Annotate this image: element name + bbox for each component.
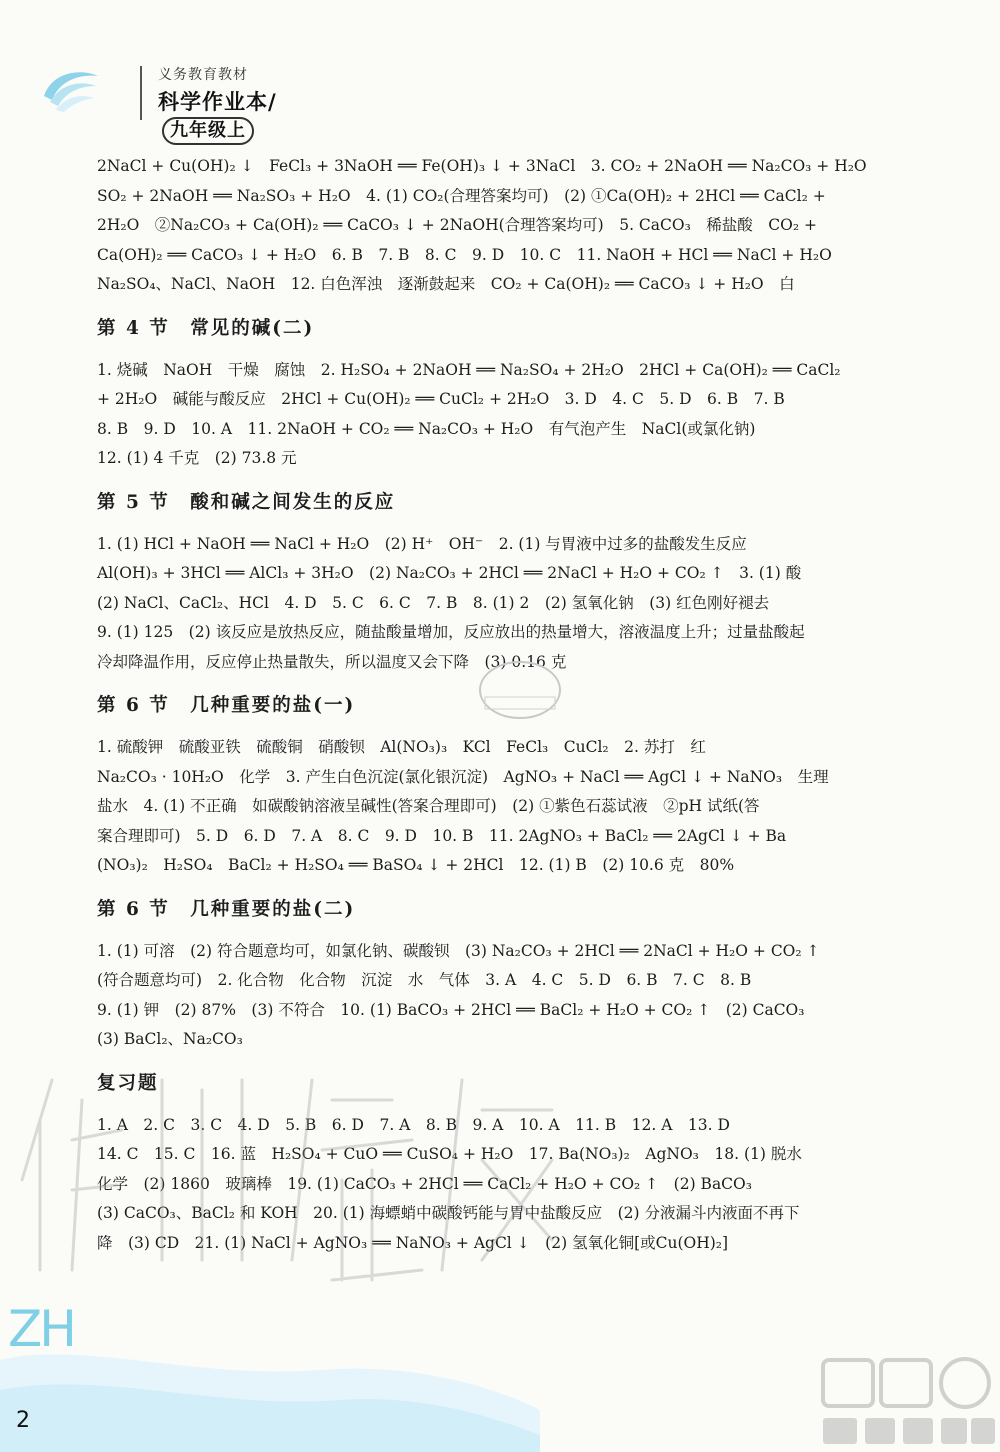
answer-line: Al(OH)₃ + 3HCl ══ AlCl₃ + 3H₂O (2) Na₂CO₃ + 2HCl ══ 2NaCl + H₂O + CO₂ ↑ 3. (1) 酸 [97,564,802,582]
section-4-answers [97,356,901,474]
answer-line: 8. B 9. D 10. A 11. 2NaOH + CO₂ ══ Na₂CO₃ + H₂O 有气泡产生 NaCl(或氯化钠) [97,419,756,438]
grade-badge: 九年级上 [162,117,254,145]
decorative-wave-icon [0,1340,540,1452]
answer-line: 1. A 2. C 3. C 4. D 5. B 6. D 7. A 8. B 9. A 10. A 11. B 12. A 13. D [97,1115,730,1134]
answer-line: 12. (1) 4 千克 (2) 73.8 元 [97,449,297,467]
answer-line: 2H₂O ②Na₂CO₃ + Ca(OH)₂ ══ CaCO₃ ↓ + 2NaOH(合理答案均可) 5. CaCO₃ 稀盐酸 CO₂ + [97,216,818,234]
answer-line: (3) CaCO₃、BaCl₂ 和 KOH 20. (1) 海螵蛸中碳酸钙能与胃中盐酸反应 (2) 分液漏斗内液面不再下 [97,1204,800,1222]
answer-line: 14. C 15. C 16. 蓝 H₂SO₄ + CuO ══ CuSO₄ + H₂O 17. Ba(NO₃)₂ AgNO₃ 18. (1) 脱水 [97,1145,802,1163]
answer-line: 9. (1) 125 (2) 该反应是放热反应，随盐酸量增加，反应放出的热量增大，溶液温度上升；过量盐酸起 [97,623,805,641]
section-heading-5: 第 5 节 酸和碱之间发生的反应 [97,491,396,513]
corner-letters: ZH [8,1300,74,1358]
answer-line: + 2H₂O 碱能与酸反应 2HCl + Cu(OH)₂ ══ CuCl₂ + 2H₂O 3. D 4. C 5. D 6. B 7. B [97,390,785,408]
section-heading-review: 复习题 [97,1072,159,1094]
title-slash: / [268,89,277,114]
answer-line: Na₂CO₃ · 10H₂O 化学 3. 产生白色沉淀(氯化银沉淀) AgNO₃ + NaCl ══ AgCl ↓ + NaNO₃ 生理 [97,767,829,786]
header-divider [140,66,142,120]
section-6a-answers [97,733,901,881]
site-watermark-logo-icon [815,1352,1000,1452]
answer-line: Na₂SO₄、NaCl、NaOH 12. 白色浑浊 逐渐鼓起来 CO₂ + Ca(OH)₂ ══ CaCO₃ ↓ + H₂O 白 [97,275,795,293]
book-title [158,86,360,145]
answer-line: (3) BaCl₂、Na₂CO₃ [97,1030,243,1048]
answer-line: 降 (3) CD 21. (1) NaCl + AgNO₃ ══ NaNO₃ + AgCl ↓ (2) 氢氧化铜[或Cu(OH)₂] [97,1233,729,1252]
answer-line: (符合题意均可) 2. 化合物 化合物 沉淀 水 气体 3. A 4. C 5. D 6. B 7. C 8. B [97,971,752,989]
answer-line: (NO₃)₂ H₂SO₄ BaCl₂ + H₂SO₄ ══ BaSO₄ ↓ + 2HCl 12. (1) B (2) 10.6 克 80% [97,856,735,874]
answer-line: 化学 (2) 1860 玻璃棒 19. (1) CaCO₃ + 2HCl ══ CaCl₂ + H₂O + CO₂ ↑ (2) BaCO₃ [97,1174,752,1193]
page-header [40,58,360,141]
handwriting-watermark-icon [12,1040,572,1310]
answer-line: 1. (1) 可溶 (2) 符合题意均可，如氯化钠、碳酸钡 (3) Na₂CO₃ + 2HCl ══ 2NaCl + H₂O + CO₂ ↑ [97,941,820,960]
answer-line: 1. 硫酸钾 硫酸亚铁 硫酸铜 硝酸钡 Al(NO₃)₃ KCl FeCl₃ CuCl₂ 2. 苏打 红 [97,738,706,756]
series-label: 义务教育教材 [158,67,248,83]
answer-line: 冷却降温作用，反应停止热量散失，所以温度又会下降 (3) 0.16 克 [97,652,567,671]
answer-line: 9. (1) 钾 (2) 87% (3) 不符合 10. (1) BaCO₃ + 2HCl ══ BaCl₂ + H₂O + CO₂ ↑ (2) CaCO₃ [97,1000,805,1019]
answer-line: 1. 烧碱 NaOH 干燥 腐蚀 2. H₂SO₄ + 2NaOH ══ Na₂SO₄ + 2H₂O 2HCl + Ca(OH)₂ ══ CaCl₂ [97,360,841,379]
answer-line: 盐水 4. (1) 不正确 如碳酸钠溶液呈碱性(答案合理即可) (2) ①紫色石蕊试液 ②pH 试纸(答 [97,797,760,815]
book-title-text: 科学作业本 [158,89,268,114]
stamp-watermark-icon [475,655,565,725]
answer-line: Ca(OH)₂ ══ CaCO₃ ↓ + H₂O 6. B 7. B 8. C 9. D 10. C 11. NaOH + HCl ══ NaCl + H₂O [97,245,832,264]
answer-line: SO₂ + 2NaOH ══ Na₂SO₃ + H₂O 4. (1) CO₂(合理答案均可) (2) ①Ca(OH)₂ + 2HCl ══ CaCl₂ + [97,186,826,205]
section-heading-6a: 第 6 节 几种重要的盐(一) [97,695,356,716]
answer-line: 案合理即可) 5. D 6. D 7. A 8. C 9. D 10. B 11. 2AgNO₃ + BaCl₂ ══ 2AgCl ↓ + Ba [97,826,787,845]
section-heading-4: 第 4 节 常见的碱(二) [97,317,315,339]
page-number: 2 [16,1408,30,1433]
publisher-logo-icon [40,66,100,114]
section-6b-answers [97,937,901,1055]
answer-line: (2) NaCl、CaCl₂、HCl 4. D 5. C 6. C 7. B 8. (1) 2 (2) 氢氧化钠 (3) 红色刚好褪去 [97,593,770,612]
continued-answers [97,152,901,300]
section-heading-6b: 第 6 节 几种重要的盐(二) [97,898,356,920]
answer-line: 1. (1) HCl + NaOH ══ NaCl + H₂O (2) H⁺ OH⁻ 2. (1) 与胃液中过多的盐酸发生反应 [97,534,747,553]
answer-line: 2NaCl + Cu(OH)₂ ↓ FeCl₃ + 3NaOH ══ Fe(OH)₃ ↓ + 3NaCl 3. CO₂ + 2NaOH ══ Na₂CO₃ + H₂O [97,157,867,175]
